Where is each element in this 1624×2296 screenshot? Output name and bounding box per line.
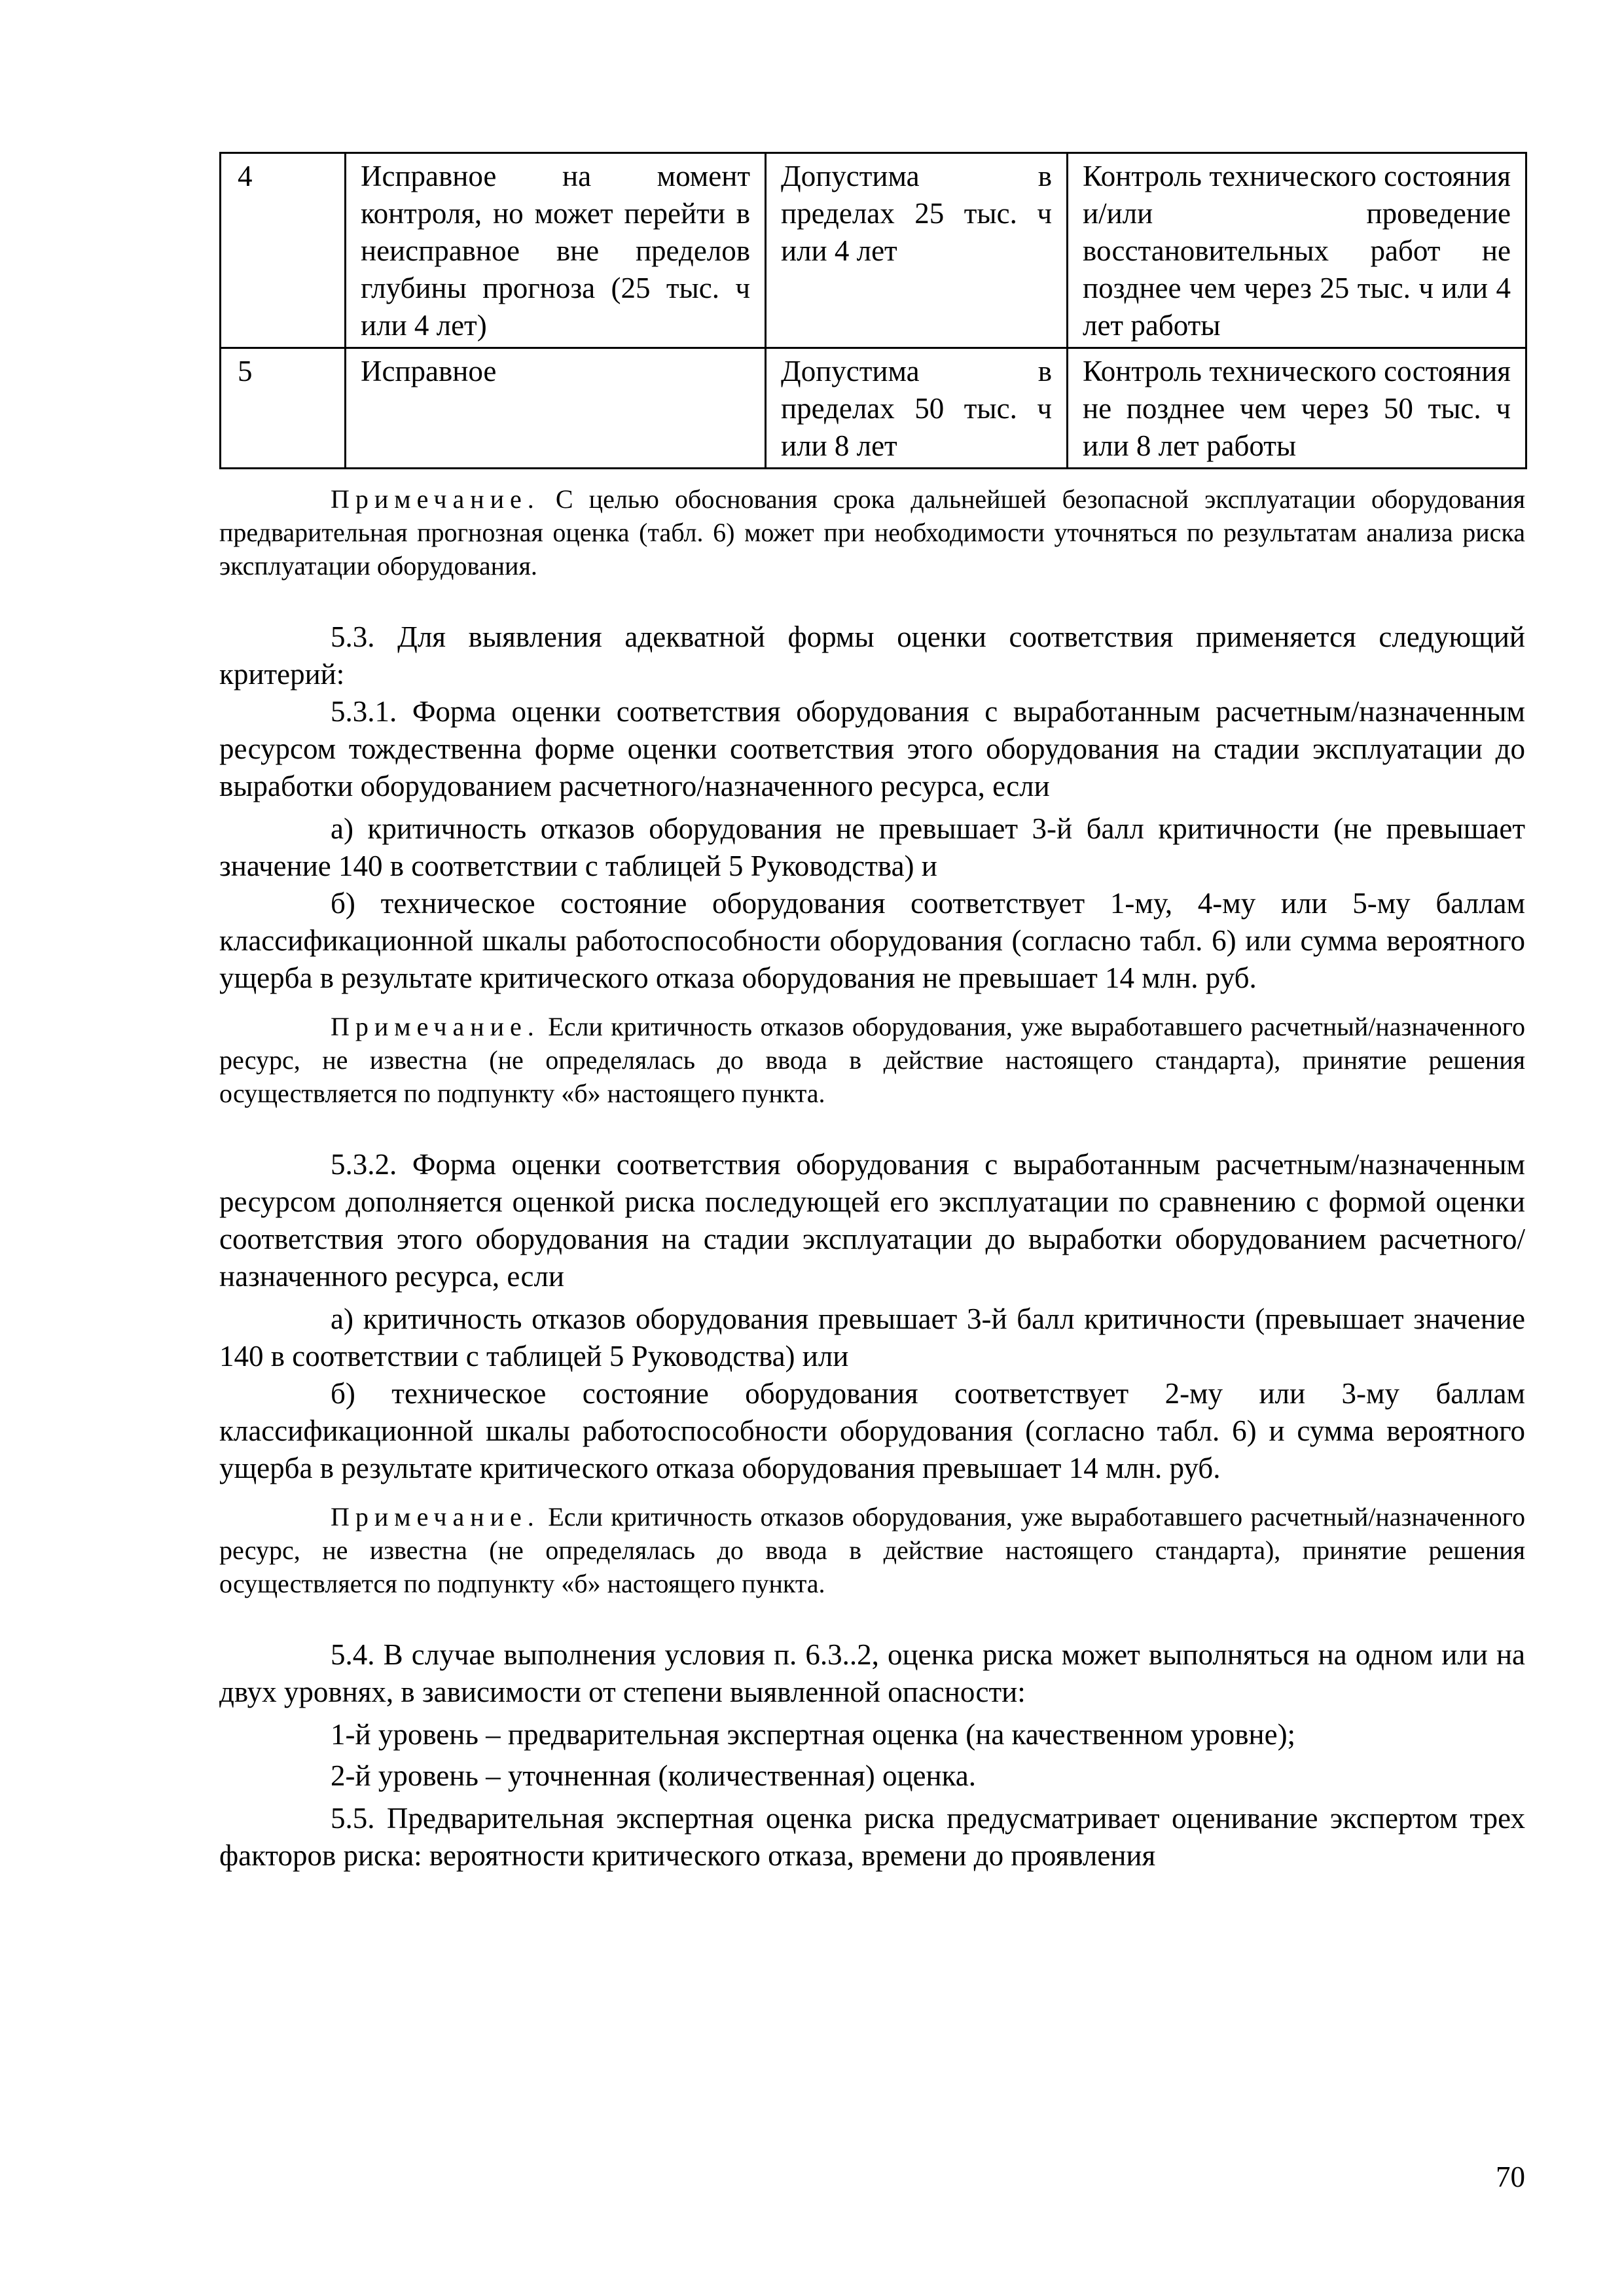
paragraph-5-3-1: 5.3.1. Форма оценки соответствия оборудования с выработанным расчетным/назначенным ресурсом тождественна форме оценки соответствия этого оборудования на стадии эксплуатации до выработки оборудованием расчетного/назначенного ресурса, если <box>219 695 1525 802</box>
table-cell-num: 5 <box>221 348 346 469</box>
paragraph-5-4-level-2: 2-й уровень – уточненная (количественная) оценка. <box>331 1759 977 1792</box>
paragraph-5-3-2-b: б) техническое состояние оборудования соответствует 2-му или 3-му баллам классификационной шкалы работоспособности оборудования (согласно табл. 6) и сумма вероятного ущерба в результате критического отказа оборудования превышает 14 млн. руб. <box>219 1377 1525 1484</box>
paragraph-5-3-1-a: а) критичность отказов оборудования не превышает 3-й балл критичности (не превышает значение 140 в соответствии с таблицей 5 Руководства) и <box>219 812 1525 882</box>
table-cell-measures: Контроль технического состояния и/или проведение восстановительных работ не позднее чем через 25 тыс. ч или 4 лет работы <box>1068 153 1526 348</box>
note-table <box>219 482 1525 583</box>
paragraph-5-3-2: 5.3.2. Форма оценки соответствия оборудования с выработанным расчетным/назначенным ресурсом дополняется оценкой риска последующей его эксплуатации по сравнению с формой оценки соответствия этого оборудования на стадии эксплуатации до выработки оборудованием расчетного/назначенного ресурса, если <box>219 1148 1525 1293</box>
note-5-3-2 <box>219 1500 1525 1600</box>
paragraph-5-3-1-b: б) техническое состояние оборудования соответствует 1-му, 4-му или 5-му баллам классификационной шкалы работоспособности оборудования (согласно табл. 6) или сумма вероятного ущерба в результате критического отказа оборудования не превышает 14 млн. руб. <box>219 887 1525 994</box>
classification-table <box>219 152 1527 469</box>
table-cell-state: Исправное <box>346 348 766 469</box>
paragraph-5-3-2-a: а) критичность отказов оборудования превышает 3-й балл критичности (превышает значение 140 в соответствии с таблицей 5 Руководства) или <box>219 1302 1525 1372</box>
note-label: Примечание. <box>331 1502 540 1532</box>
note-5-3-1 <box>219 1010 1525 1110</box>
note-text: Если критичность отказов оборудования, уже выработавшего расчетный/назначенного ресурс, не известна (не определялась до ввода в действие настоящего стандарта), принятие решения осуществляется по подпункту «б» настоящего пункта. <box>219 1502 1525 1598</box>
note-label: Примечание. <box>331 1012 540 1041</box>
paragraph-5-4: 5.4. В случае выполнения условия п. 6.3..2, оценка риска может выполняться на одном или на двух уровнях, в зависимости от степени выявленной опасности: <box>219 1638 1525 1708</box>
page-number: 70 <box>1496 2161 1525 2193</box>
note-label: Примечание. <box>331 484 540 514</box>
table-cell-operation: Допустима в пределах 50 тыс. ч или 8 лет <box>766 348 1068 469</box>
table-row <box>221 348 1526 469</box>
table-cell-measures: Контроль технического состояния не позднее чем через 50 тыс. ч или 8 лет работы <box>1068 348 1526 469</box>
paragraph-5-5: 5.5. Предварительная экспертная оценка риска предусматривает оценивание экспертом трех факторов риска: вероятности критического отказа, времени до проявления <box>219 1802 1525 1872</box>
table-cell-state: Исправное на момент контроля, но может перейти в неисправное вне пределов глубины прогноза (25 тыс. ч или 4 лет) <box>346 153 766 348</box>
paragraph-5-3: 5.3. Для выявления адекватной формы оценки соответствия применяется следующий критерий: <box>219 620 1525 691</box>
table-cell-operation: Допустима в пределах 25 тыс. ч или 4 лет <box>766 153 1068 348</box>
table-cell-num: 4 <box>221 153 346 348</box>
paragraph-5-4-level-1: 1-й уровень – предварительная экспертная оценка (на качественном уровне); <box>331 1718 1296 1751</box>
table-row <box>221 153 1526 348</box>
note-text: С целью обоснования срока дальнейшей безопасной эксплуатации оборудования предварительная прогнозная оценка (табл. 6) может при необходимости уточняться по результатам анализа риска эксплуатации оборудования. <box>219 484 1525 581</box>
document-page <box>219 152 1525 1874</box>
note-text: Если критичность отказов оборудования, уже выработавшего расчетный/назначенного ресурс, не известна (не определялась до ввода в действие настоящего стандарта), принятие решения осуществляется по подпункту «б» настоящего пункта. <box>219 1012 1525 1108</box>
